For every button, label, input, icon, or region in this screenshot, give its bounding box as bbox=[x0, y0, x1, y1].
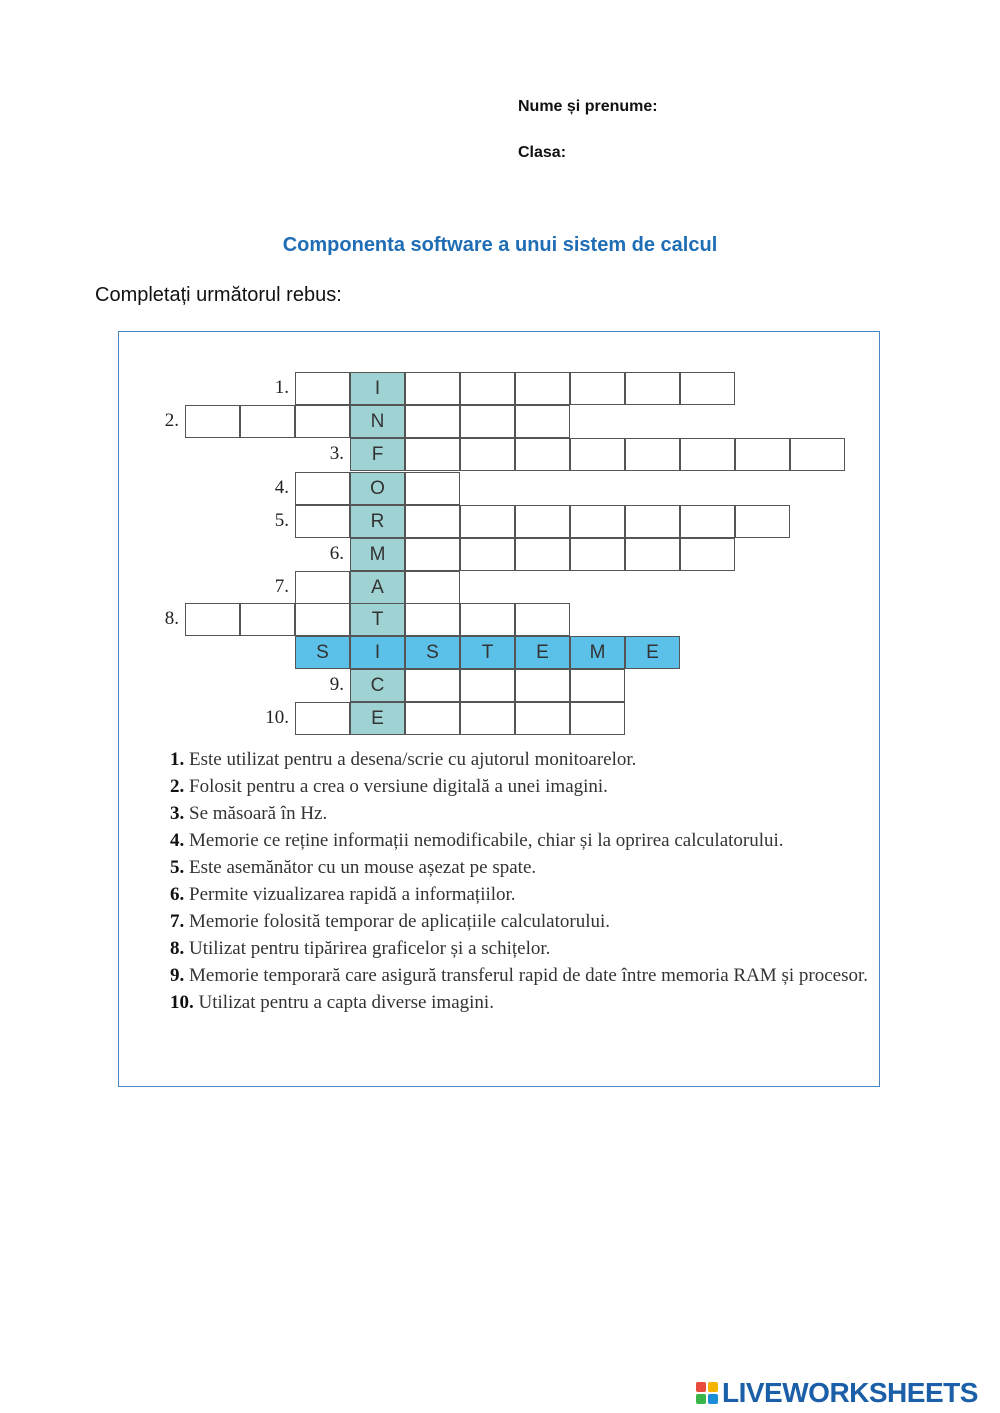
answer-cell[interactable] bbox=[405, 702, 460, 735]
clue-number: 1. bbox=[170, 749, 185, 770]
answer-cell[interactable] bbox=[460, 669, 515, 702]
clue-item bbox=[170, 881, 870, 908]
answer-cell[interactable] bbox=[295, 603, 350, 636]
answer-cell[interactable] bbox=[295, 372, 350, 405]
instruction-text: Completați următorul rebus: bbox=[95, 284, 342, 306]
clue-item bbox=[170, 989, 870, 1016]
clue-text: Folosit pentru a crea o versiune digitală a unei imagini. bbox=[189, 776, 608, 797]
keyword-cell: C bbox=[350, 669, 405, 702]
answer-cell[interactable] bbox=[515, 538, 570, 571]
answer-cell[interactable] bbox=[405, 669, 460, 702]
answer-cell[interactable] bbox=[460, 538, 515, 571]
clue-number-label: 1. bbox=[274, 377, 289, 398]
keyword-cell: I bbox=[350, 372, 405, 405]
clue-text: Permite vizualizarea rapidă a informațiilor. bbox=[189, 884, 516, 905]
clue-item bbox=[170, 935, 870, 962]
keyword-cell: F bbox=[350, 438, 405, 471]
clue-item bbox=[170, 854, 870, 881]
solution-cell: T bbox=[460, 636, 515, 669]
answer-cell[interactable] bbox=[460, 405, 515, 438]
answer-cell[interactable] bbox=[515, 702, 570, 735]
clue-list bbox=[170, 746, 870, 1016]
clue-text: Se măsoară în Hz. bbox=[189, 803, 328, 824]
answer-cell[interactable] bbox=[405, 438, 460, 471]
clue-text: Utilizat pentru a capta diverse imagini. bbox=[198, 992, 494, 1013]
answer-cell[interactable] bbox=[295, 702, 350, 735]
answer-cell[interactable] bbox=[240, 603, 295, 636]
clue-item bbox=[170, 773, 870, 800]
clue-number: 8. bbox=[170, 938, 185, 959]
answer-cell[interactable] bbox=[570, 438, 625, 471]
clue-number: 9. bbox=[170, 965, 185, 986]
clue-number: 2. bbox=[170, 776, 185, 797]
solution-cell: M bbox=[570, 636, 625, 669]
answer-cell[interactable] bbox=[625, 505, 680, 538]
clue-text: Este utilizat pentru a desena/scrie cu ajutorul monitoarelor. bbox=[189, 749, 637, 770]
clue-text: Memorie temporară care asigură transferul rapid de date între memoria RAM și procesor. bbox=[189, 965, 868, 986]
clue-item bbox=[170, 746, 870, 773]
solution-cell: I bbox=[350, 636, 405, 669]
logo-icon bbox=[696, 1382, 718, 1404]
answer-cell[interactable] bbox=[460, 603, 515, 636]
clue-item bbox=[170, 800, 870, 827]
answer-cell[interactable] bbox=[240, 405, 295, 438]
clue-number: 5. bbox=[170, 857, 185, 878]
answer-cell[interactable] bbox=[680, 372, 735, 405]
answer-cell[interactable] bbox=[625, 372, 680, 405]
answer-cell[interactable] bbox=[460, 372, 515, 405]
answer-cell[interactable] bbox=[680, 505, 735, 538]
answer-cell[interactable] bbox=[460, 505, 515, 538]
clue-number: 3. bbox=[170, 803, 185, 824]
answer-cell[interactable] bbox=[460, 702, 515, 735]
keyword-cell: M bbox=[350, 538, 405, 571]
clue-number-label: 9. bbox=[329, 674, 344, 695]
clue-number: 6. bbox=[170, 884, 185, 905]
class-label: Clasa: bbox=[518, 144, 567, 161]
answer-cell[interactable] bbox=[570, 505, 625, 538]
answer-cell[interactable] bbox=[625, 438, 680, 471]
solution-cell: E bbox=[515, 636, 570, 669]
keyword-cell: T bbox=[350, 603, 405, 636]
name-label: Nume și prenume: bbox=[518, 98, 658, 115]
answer-cell[interactable] bbox=[570, 372, 625, 405]
answer-cell[interactable] bbox=[515, 669, 570, 702]
answer-cell[interactable] bbox=[185, 603, 240, 636]
answer-cell[interactable] bbox=[405, 571, 460, 604]
answer-cell[interactable] bbox=[295, 505, 350, 538]
answer-cell[interactable] bbox=[405, 538, 460, 571]
answer-cell[interactable] bbox=[405, 505, 460, 538]
clue-item bbox=[170, 962, 870, 989]
keyword-cell: A bbox=[350, 571, 405, 604]
clue-number-label: 6. bbox=[329, 543, 344, 564]
solution-cell: E bbox=[625, 636, 680, 669]
keyword-cell: O bbox=[350, 472, 405, 505]
answer-cell[interactable] bbox=[185, 405, 240, 438]
answer-cell[interactable] bbox=[570, 669, 625, 702]
solution-cell: S bbox=[405, 636, 460, 669]
clue-item bbox=[170, 827, 870, 854]
clue-text: Este asemănător cu un mouse așezat pe spate. bbox=[189, 857, 537, 878]
answer-cell[interactable] bbox=[735, 438, 790, 471]
answer-cell[interactable] bbox=[460, 438, 515, 471]
answer-cell[interactable] bbox=[515, 438, 570, 471]
answer-cell[interactable] bbox=[515, 405, 570, 438]
clue-number-label: 4. bbox=[274, 477, 289, 498]
clue-text: Memorie ce reține informații nemodificabile, chiar și la oprirea calculatorului. bbox=[189, 830, 784, 851]
answer-cell[interactable] bbox=[625, 538, 680, 571]
clue-number-label: 3. bbox=[329, 443, 344, 464]
answer-cell[interactable] bbox=[570, 702, 625, 735]
answer-cell[interactable] bbox=[515, 603, 570, 636]
answer-cell[interactable] bbox=[405, 603, 460, 636]
liveworksheets-logo bbox=[696, 1378, 978, 1408]
worksheet-title: Componenta software a unui sistem de calcul bbox=[282, 234, 718, 256]
answer-cell[interactable] bbox=[515, 505, 570, 538]
clue-number-label: 10. bbox=[265, 707, 289, 728]
clue-number-label: 7. bbox=[274, 576, 289, 597]
answer-cell[interactable] bbox=[295, 405, 350, 438]
clue-number-label: 2. bbox=[164, 410, 179, 431]
answer-cell[interactable] bbox=[680, 438, 735, 471]
logo-text: LIVEWORKSHEETS bbox=[722, 1377, 978, 1408]
clue-number: 4. bbox=[170, 830, 185, 851]
answer-cell[interactable] bbox=[570, 538, 625, 571]
clue-number-label: 5. bbox=[274, 510, 289, 531]
answer-cell[interactable] bbox=[735, 505, 790, 538]
answer-cell[interactable] bbox=[295, 571, 350, 604]
clue-item bbox=[170, 908, 870, 935]
clue-text: Memorie folosită temporar de aplicațiile calculatorului. bbox=[189, 911, 611, 932]
answer-cell[interactable] bbox=[790, 438, 845, 471]
keyword-cell: N bbox=[350, 405, 405, 438]
answer-cell[interactable] bbox=[405, 472, 460, 505]
answer-cell[interactable] bbox=[680, 538, 735, 571]
clue-text: Utilizat pentru tipărirea graficelor și a schițelor. bbox=[189, 938, 551, 959]
keyword-cell: R bbox=[350, 505, 405, 538]
answer-cell[interactable] bbox=[405, 405, 460, 438]
answer-cell[interactable] bbox=[295, 472, 350, 505]
keyword-cell: E bbox=[350, 702, 405, 735]
clue-number: 7. bbox=[170, 911, 185, 932]
answer-cell[interactable] bbox=[515, 372, 570, 405]
clue-number: 10. bbox=[170, 992, 194, 1013]
answer-cell[interactable] bbox=[405, 372, 460, 405]
solution-cell: S bbox=[295, 636, 350, 669]
clue-number-label: 8. bbox=[164, 608, 179, 629]
